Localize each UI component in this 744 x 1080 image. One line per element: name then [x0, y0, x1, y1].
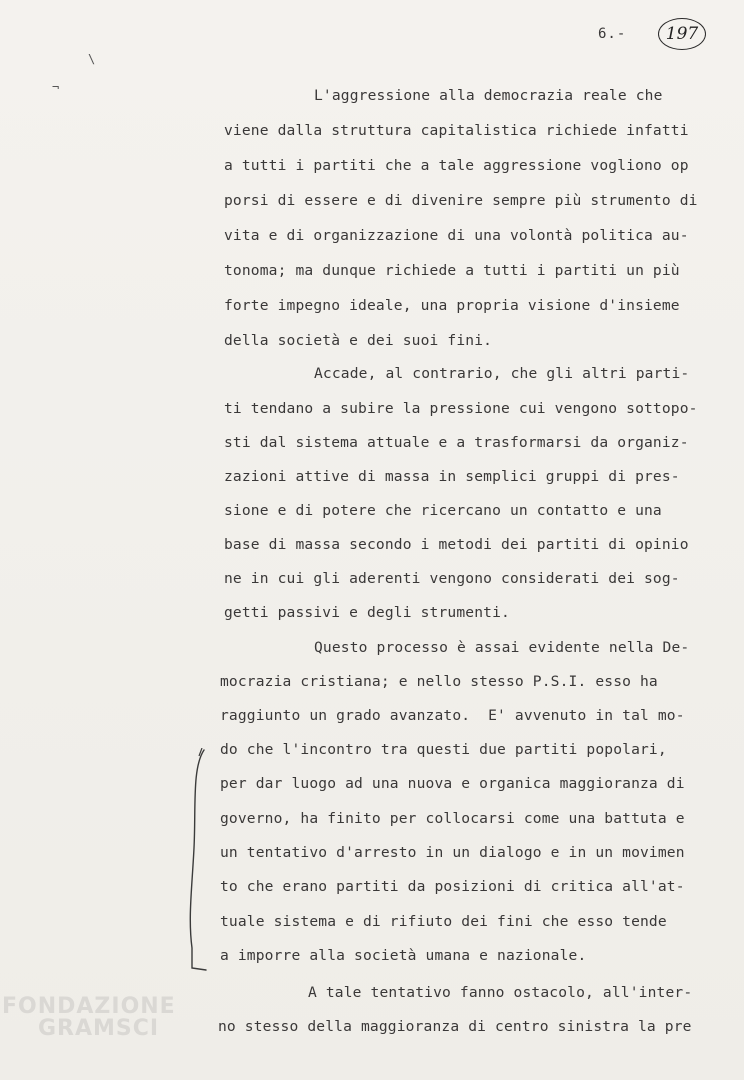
archive-stamp [658, 18, 706, 50]
text-line: A tale tentativo fanno ostacolo, all'inter- [308, 984, 693, 1001]
text-line: Accade, al contrario, che gli altri parti- [314, 365, 690, 382]
page-number: 6.- [598, 26, 627, 42]
text-line: Questo processo è assai evidente nella De- [314, 639, 690, 656]
text-line: zazioni attive di massa in semplici gruppi di pres- [224, 468, 680, 485]
text-line: governo, ha finito per collocarsi come una battuta e [220, 810, 685, 827]
text-line: L'aggressione alla democrazia reale che [314, 87, 663, 104]
watermark [2, 996, 176, 1040]
text-line: no stesso della maggioranza di centro sinistra la pre [218, 1018, 692, 1035]
text-line: vita e di organizzazione di una volontà politica au- [224, 227, 689, 244]
text-line: porsi di essere e di divenire sempre più strumento di [224, 192, 698, 209]
text-line: forte impegno ideale, una propria visione d'insieme [224, 297, 680, 314]
text-line: sti dal sistema attuale e a trasformarsi da organiz- [224, 434, 689, 451]
text-line: tonoma; ma dunque richiede a tutti i partiti un più [224, 262, 680, 279]
watermark-line: FONDAZIONE [2, 994, 176, 1019]
text-line: to che erano partiti da posizioni di critica all'at- [220, 878, 685, 895]
text-line: ti tendano a subire la pressione cui vengono sottopo- [224, 400, 698, 417]
text-line: viene dalla struttura capitalistica richiede infatti [224, 122, 689, 139]
margin-mark: \ [88, 52, 96, 66]
text-line: mocrazia cristiana; e nello stesso P.S.I. esso ha [220, 673, 658, 690]
text-line: getti passivi e degli strumenti. [224, 604, 510, 621]
margin-bracket-mark [182, 748, 212, 978]
text-line: ne in cui gli aderenti vengono considerati dei sog- [224, 570, 680, 587]
text-line: sione e di potere che ricercano un contatto e una [224, 502, 662, 519]
text-line: base di massa secondo i metodi dei partiti di opinio [224, 536, 689, 553]
text-line: do che l'incontro tra questi due partiti popolari, [220, 741, 667, 758]
stamp-number: 197 [665, 24, 699, 44]
text-line: per dar luogo ad una nuova e organica maggioranza di [220, 775, 685, 792]
text-line: a tutti i partiti che a tale aggressione vogliono op [224, 157, 689, 174]
watermark-line: GRAMSCI [38, 1016, 160, 1041]
text-line: tuale sistema e di rifiuto dei fini che esso tende [220, 913, 667, 930]
text-line: della società e dei suoi fini. [224, 332, 493, 349]
margin-mark: ¬ [52, 80, 60, 94]
text-line: un tentativo d'arresto in un dialogo e in un movimen [220, 844, 685, 861]
text-line: raggiunto un grado avanzato. E' avvenuto in tal mo- [220, 707, 685, 724]
text-line: a imporre alla società umana e nazionale. [220, 947, 587, 964]
